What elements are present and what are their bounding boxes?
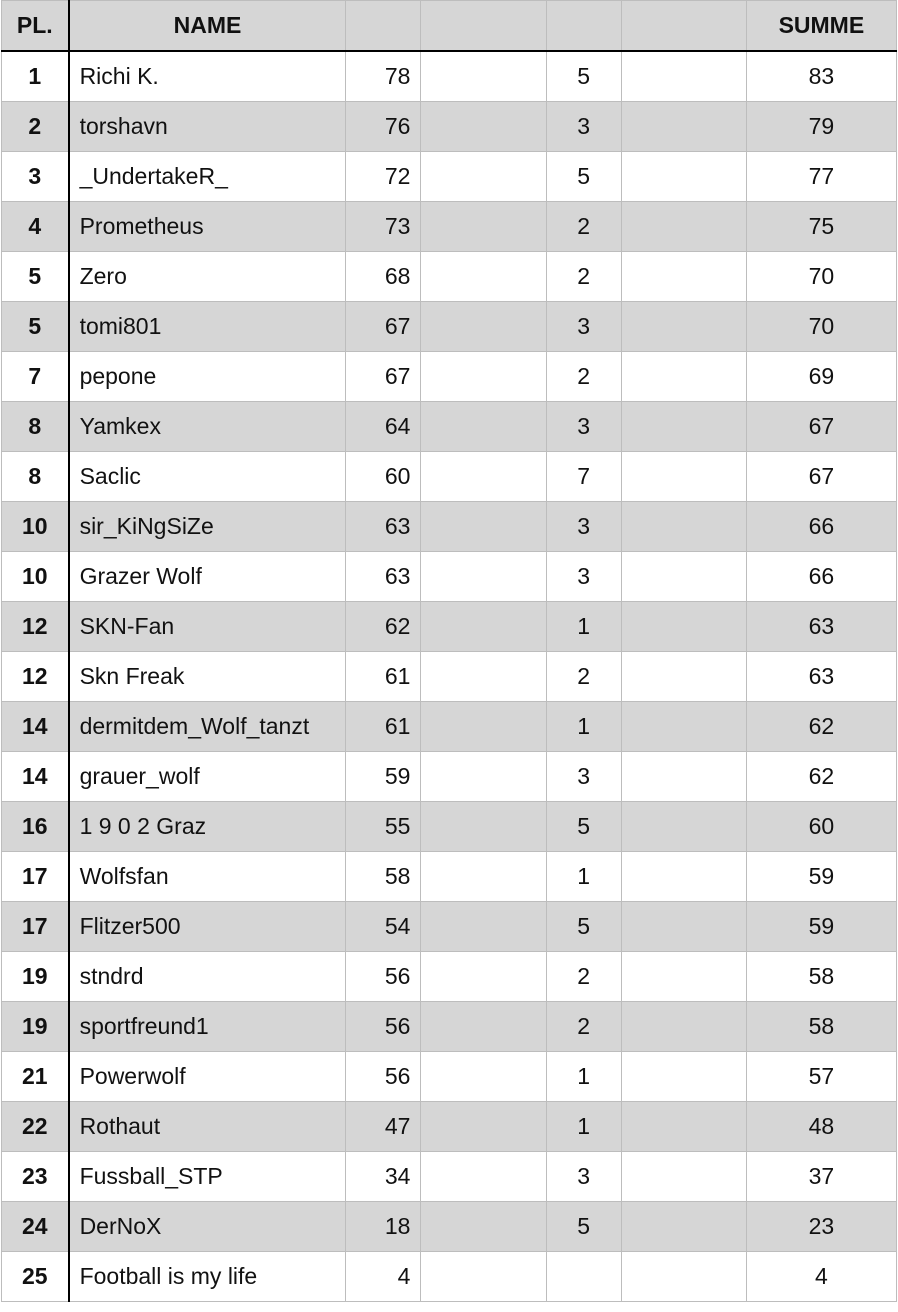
cell-bonus: 5 — [546, 51, 621, 102]
cell-empty-2 — [621, 202, 746, 252]
table-row — [2, 1102, 897, 1152]
table-row — [2, 902, 897, 952]
cell-bonus: 3 — [546, 1152, 621, 1202]
cell-empty-2 — [621, 902, 746, 952]
cell-empty-1 — [421, 1202, 546, 1252]
cell-empty-2 — [621, 352, 746, 402]
cell-points: 73 — [346, 202, 421, 252]
cell-points: 60 — [346, 452, 421, 502]
cell-empty-2 — [621, 802, 746, 852]
cell-bonus: 1 — [546, 702, 621, 752]
cell-points: 59 — [346, 752, 421, 802]
cell-empty-1 — [421, 652, 546, 702]
cell-empty-2 — [621, 152, 746, 202]
table-row — [2, 552, 897, 602]
cell-empty-2 — [621, 752, 746, 802]
cell-sum: 70 — [746, 302, 896, 352]
cell-empty-1 — [421, 252, 546, 302]
cell-sum: 69 — [746, 352, 896, 402]
cell-name: sportfreund1 — [69, 1002, 346, 1052]
cell-empty-1 — [421, 402, 546, 452]
cell-empty-1 — [421, 502, 546, 552]
cell-rank: 12 — [2, 602, 69, 652]
cell-empty-1 — [421, 902, 546, 952]
cell-rank: 5 — [2, 302, 69, 352]
cell-name: Zero — [69, 252, 346, 302]
cell-empty-1 — [421, 552, 546, 602]
cell-empty-2 — [621, 102, 746, 152]
cell-points: 64 — [346, 402, 421, 452]
table-row — [2, 452, 897, 502]
cell-name: sir_KiNgSiZe — [69, 502, 346, 552]
cell-bonus: 2 — [546, 1002, 621, 1052]
header-name: NAME — [69, 1, 346, 52]
cell-bonus: 5 — [546, 902, 621, 952]
cell-rank: 10 — [2, 552, 69, 602]
table-row — [2, 1052, 897, 1102]
cell-sum: 57 — [746, 1052, 896, 1102]
table-row — [2, 1252, 897, 1302]
table-row — [2, 302, 897, 352]
cell-points: 56 — [346, 952, 421, 1002]
cell-rank: 1 — [2, 51, 69, 102]
cell-empty-2 — [621, 852, 746, 902]
cell-sum: 59 — [746, 902, 896, 952]
cell-empty-2 — [621, 702, 746, 752]
cell-name: Saclic — [69, 452, 346, 502]
cell-rank: 19 — [2, 952, 69, 1002]
cell-empty-2 — [621, 952, 746, 1002]
cell-name: pepone — [69, 352, 346, 402]
header-rank: PL. — [2, 1, 69, 52]
cell-rank: 17 — [2, 852, 69, 902]
cell-bonus: 2 — [546, 352, 621, 402]
cell-bonus: 2 — [546, 652, 621, 702]
cell-rank: 21 — [2, 1052, 69, 1102]
cell-rank: 7 — [2, 352, 69, 402]
cell-rank: 2 — [2, 102, 69, 152]
cell-name: 1 9 0 2 Graz — [69, 802, 346, 852]
cell-sum: 77 — [746, 152, 896, 202]
cell-empty-1 — [421, 452, 546, 502]
table-row — [2, 852, 897, 902]
cell-points: 55 — [346, 802, 421, 852]
cell-sum: 62 — [746, 702, 896, 752]
cell-empty-2 — [621, 1152, 746, 1202]
cell-empty-2 — [621, 1252, 746, 1302]
cell-bonus: 1 — [546, 1102, 621, 1152]
cell-name: Fussball_STP — [69, 1152, 346, 1202]
cell-empty-1 — [421, 802, 546, 852]
cell-empty-1 — [421, 602, 546, 652]
header-col3 — [346, 1, 421, 52]
cell-name: Skn Freak — [69, 652, 346, 702]
cell-empty-2 — [621, 502, 746, 552]
cell-sum: 63 — [746, 602, 896, 652]
cell-name: grauer_wolf — [69, 752, 346, 802]
cell-empty-1 — [421, 1002, 546, 1052]
cell-empty-1 — [421, 352, 546, 402]
cell-rank: 8 — [2, 452, 69, 502]
cell-bonus: 3 — [546, 402, 621, 452]
cell-bonus: 3 — [546, 102, 621, 152]
cell-name: Richi K. — [69, 51, 346, 102]
cell-sum: 66 — [746, 502, 896, 552]
cell-empty-2 — [621, 402, 746, 452]
table-row — [2, 402, 897, 452]
table-row — [2, 952, 897, 1002]
cell-points: 56 — [346, 1002, 421, 1052]
cell-points: 67 — [346, 302, 421, 352]
cell-sum: 37 — [746, 1152, 896, 1202]
cell-name: tomi801 — [69, 302, 346, 352]
cell-empty-2 — [621, 302, 746, 352]
cell-sum: 23 — [746, 1202, 896, 1252]
cell-empty-2 — [621, 252, 746, 302]
cell-points: 62 — [346, 602, 421, 652]
cell-rank: 5 — [2, 252, 69, 302]
cell-points: 72 — [346, 152, 421, 202]
cell-bonus: 1 — [546, 1052, 621, 1102]
cell-sum: 58 — [746, 1002, 896, 1052]
cell-name: Grazer Wolf — [69, 552, 346, 602]
table-body — [2, 51, 897, 1302]
cell-bonus: 2 — [546, 252, 621, 302]
table-row — [2, 702, 897, 752]
cell-empty-1 — [421, 1102, 546, 1152]
table-row — [2, 252, 897, 302]
cell-points: 4 — [346, 1252, 421, 1302]
standings-table — [1, 0, 897, 1302]
cell-empty-1 — [421, 202, 546, 252]
cell-rank: 22 — [2, 1102, 69, 1152]
cell-rank: 14 — [2, 702, 69, 752]
cell-empty-2 — [621, 1102, 746, 1152]
cell-bonus: 3 — [546, 302, 621, 352]
cell-empty-2 — [621, 652, 746, 702]
cell-name: torshavn — [69, 102, 346, 152]
cell-sum: 58 — [746, 952, 896, 1002]
cell-empty-1 — [421, 702, 546, 752]
cell-points: 76 — [346, 102, 421, 152]
cell-name: Yamkex — [69, 402, 346, 452]
cell-sum: 63 — [746, 652, 896, 702]
cell-empty-2 — [621, 602, 746, 652]
table-row — [2, 1002, 897, 1052]
cell-name: stndrd — [69, 952, 346, 1002]
cell-empty-1 — [421, 1252, 546, 1302]
cell-empty-1 — [421, 752, 546, 802]
cell-points: 18 — [346, 1202, 421, 1252]
cell-points: 61 — [346, 652, 421, 702]
cell-bonus: 3 — [546, 752, 621, 802]
cell-empty-2 — [621, 1052, 746, 1102]
cell-sum: 48 — [746, 1102, 896, 1152]
cell-sum: 83 — [746, 51, 896, 102]
cell-points: 63 — [346, 502, 421, 552]
table-row — [2, 1202, 897, 1252]
cell-empty-2 — [621, 1202, 746, 1252]
table-row — [2, 102, 897, 152]
cell-bonus: 3 — [546, 552, 621, 602]
cell-rank: 25 — [2, 1252, 69, 1302]
cell-sum: 75 — [746, 202, 896, 252]
cell-name: Prometheus — [69, 202, 346, 252]
cell-bonus — [546, 1252, 621, 1302]
cell-name: Powerwolf — [69, 1052, 346, 1102]
table-row — [2, 652, 897, 702]
cell-sum: 79 — [746, 102, 896, 152]
cell-empty-1 — [421, 302, 546, 352]
cell-sum: 67 — [746, 402, 896, 452]
cell-sum: 59 — [746, 852, 896, 902]
table-row — [2, 352, 897, 402]
cell-empty-1 — [421, 51, 546, 102]
cell-bonus: 5 — [546, 802, 621, 852]
table-row — [2, 502, 897, 552]
cell-empty-1 — [421, 1052, 546, 1102]
cell-points: 34 — [346, 1152, 421, 1202]
cell-bonus: 5 — [546, 152, 621, 202]
cell-empty-1 — [421, 102, 546, 152]
cell-points: 61 — [346, 702, 421, 752]
cell-name: DerNoX — [69, 1202, 346, 1252]
cell-rank: 19 — [2, 1002, 69, 1052]
cell-bonus: 2 — [546, 202, 621, 252]
cell-empty-2 — [621, 1002, 746, 1052]
table-row — [2, 152, 897, 202]
cell-name: Rothaut — [69, 1102, 346, 1152]
cell-sum: 4 — [746, 1252, 896, 1302]
cell-rank: 17 — [2, 902, 69, 952]
cell-points: 54 — [346, 902, 421, 952]
table-row — [2, 802, 897, 852]
cell-empty-1 — [421, 952, 546, 1002]
table-row — [2, 1152, 897, 1202]
cell-empty-2 — [621, 452, 746, 502]
cell-rank: 10 — [2, 502, 69, 552]
cell-name: Flitzer500 — [69, 902, 346, 952]
cell-rank: 12 — [2, 652, 69, 702]
cell-bonus: 3 — [546, 502, 621, 552]
header-row — [2, 1, 897, 52]
table-row — [2, 602, 897, 652]
cell-sum: 60 — [746, 802, 896, 852]
cell-points: 78 — [346, 51, 421, 102]
header-col6 — [621, 1, 746, 52]
cell-points: 56 — [346, 1052, 421, 1102]
cell-name: SKN-Fan — [69, 602, 346, 652]
table-row — [2, 202, 897, 252]
cell-bonus: 2 — [546, 952, 621, 1002]
cell-rank: 4 — [2, 202, 69, 252]
cell-rank: 23 — [2, 1152, 69, 1202]
cell-bonus: 7 — [546, 452, 621, 502]
table-row — [2, 51, 897, 102]
cell-name: dermitdem_Wolf_tanzt — [69, 702, 346, 752]
cell-name: _UndertakeR_ — [69, 152, 346, 202]
cell-sum: 66 — [746, 552, 896, 602]
cell-rank: 24 — [2, 1202, 69, 1252]
cell-sum: 67 — [746, 452, 896, 502]
header-sum: SUMME — [746, 1, 896, 52]
cell-empty-2 — [621, 51, 746, 102]
cell-empty-2 — [621, 552, 746, 602]
cell-name: Football is my life — [69, 1252, 346, 1302]
cell-bonus: 1 — [546, 602, 621, 652]
cell-bonus: 1 — [546, 852, 621, 902]
cell-points: 63 — [346, 552, 421, 602]
cell-rank: 14 — [2, 752, 69, 802]
cell-rank: 3 — [2, 152, 69, 202]
cell-empty-1 — [421, 852, 546, 902]
cell-sum: 70 — [746, 252, 896, 302]
cell-bonus: 5 — [546, 1202, 621, 1252]
cell-empty-1 — [421, 152, 546, 202]
table-row — [2, 752, 897, 802]
cell-points: 67 — [346, 352, 421, 402]
cell-rank: 8 — [2, 402, 69, 452]
cell-sum: 62 — [746, 752, 896, 802]
cell-points: 68 — [346, 252, 421, 302]
header-col4 — [421, 1, 546, 52]
cell-points: 58 — [346, 852, 421, 902]
header-col5 — [546, 1, 621, 52]
cell-points: 47 — [346, 1102, 421, 1152]
cell-rank: 16 — [2, 802, 69, 852]
cell-empty-1 — [421, 1152, 546, 1202]
cell-name: Wolfsfan — [69, 852, 346, 902]
